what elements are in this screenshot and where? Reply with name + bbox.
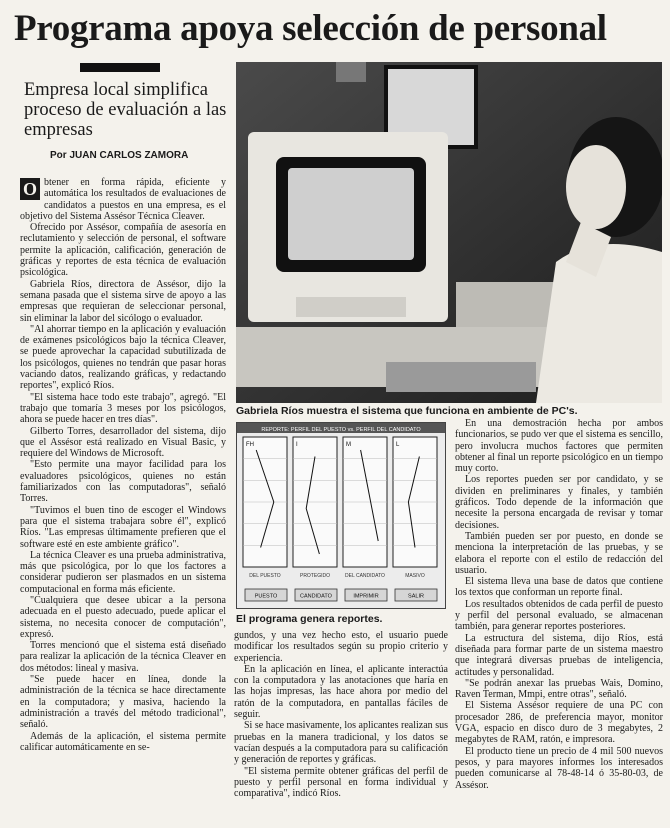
software-screenshot — [236, 422, 446, 609]
section-bar — [80, 63, 160, 72]
paragraph: "Tuvimos el buen tino de escoger el Windows para que el sistema trabajara sobre él", explicó Ríos. "Las empresas últimamente prefieren que el software esté en este ambiente gráfico". — [20, 504, 226, 550]
screen-button-label: CANDIDATO — [300, 593, 332, 600]
paragraph: Los resultados obtenidos de cada perfil de puesto y perfil del personal evaluado, se almacenan también, para generar reportes posteriores. — [455, 598, 663, 633]
report-screen — [237, 423, 445, 608]
paragraph: También pueden ser por puesto, en donde se menciona la interpretación de las pruebas, y se elabora el reporte con el estilo de redacción del usuario. — [455, 530, 663, 576]
paragraph: La técnica Cleaver es una prueba administrativa, más que psicológica, por lo que los factores a considerar pudieron ser plasmados en un sistema computacional en forma más eficiente. — [20, 549, 226, 595]
paragraph: El sistema lleva una base de datos que contiene los textos que conforman un reporte final. — [455, 576, 663, 599]
screen-title: REPORTE: PERFIL DEL PUESTO vs. PERFIL DEL CANDIDATO — [261, 427, 421, 433]
paragraph: Además de la aplicación, el sistema permite calificar automáticamente en se- — [20, 730, 226, 753]
paragraph: "Al ahorrar tiempo en la aplicación y evaluación de exámenes psicológicos bajo la técnica Cleaver, se puede aprovechar la capacidad subutilizada de los psicólogos, quienes no tendrán que pasar horas vaciando datos, realizando gráficas, y redactando reportes", explicó Ríos. — [20, 323, 226, 392]
paragraph: "Se podrán anexar las pruebas Wais, Domino, Raven Terman, Mmpi, entre otras", señaló. — [455, 677, 663, 701]
paragraph: Gilberto Torres, desarrollador del sistema, dijo que el Assésor está realizado en Visual Basic, y requiere del Windows de Microsoft. — [20, 425, 226, 460]
byline: Por JUAN CARLOS ZAMORA — [50, 150, 189, 161]
paragraph: Ofrecido por Assésor, compañía de asesoría en reclutamiento y selección de personal, el software permite la aplicación, calificación, generación de gráficas y reportes de esta técnica de evaluación psicológica. — [20, 222, 226, 279]
column-1 — [20, 177, 226, 822]
paragraph: Los reportes pueden ser por candidato, y se dividen en preliminares y finales, y también gráficos. Todo depende de la información que necesite la persona encargada de revisar y tomar decisiones. — [455, 474, 663, 531]
panel-bottom-label: MASIVO — [405, 573, 425, 579]
paragraph: gundos, y una vez hecho esto, el usuario puede modificar los resultados según su propio criterio y experiencia. — [234, 630, 448, 664]
panel-bottom-label: PROTEGIDO — [299, 573, 331, 579]
screen-button-label: PUESTO — [254, 593, 278, 600]
panel-bottom-label: DEL CANDIDATO — [345, 573, 385, 579]
paragraph: Torres mencionó que el sistema está diseñado para realizar la aplicación de la técnica Cleaver en dos métodos: lineal y masiva. — [20, 640, 226, 674]
paragraph: La estructura del sistema, dijo Ríos, está diseñada para formar parte de un sistema maestro que integrará diversas pruebas de inteligencia, actitudes y personalidad. — [455, 632, 663, 678]
headline: Programa apoya selección de personal — [14, 8, 607, 49]
chart-caption: El programa genera reportes. — [236, 613, 383, 625]
paragraph: "Esto permite una mayor facilidad para los evaluadores psicológicos, quienes no están familiarizados con las computadoras", señaló Torres. — [20, 459, 226, 505]
paragraph: En una demostración hecha por ambos funcionarios, se pudo ver que el sistema es sencillo, pero involucra muchos factores que permiten obtener al final un reporte psicológico en un tiempo muy corto. — [455, 418, 663, 475]
column-3 — [455, 418, 663, 823]
panel-label: FH — [246, 442, 254, 448]
panel-bottom-label: DEL PUESTO — [249, 573, 281, 579]
paragraph: El producto tiene un precio de 4 mil 500 nuevos pesos, y para mayores informes los interesados pueden comunicarse al 78-48-14 ó 35-80-03, de Assésor. — [455, 745, 663, 791]
screen-button-label: IMPRIMIR — [353, 593, 379, 600]
subhead: Empresa local simplifica proceso de evaluación a las empresas — [24, 80, 227, 140]
paragraph: Si se hace masivamente, los aplicantes realizan sus pruebas en la manera tradicional, y los datos se vacían después a la computadora para su calificación y generación de reportes y gráficas. — [234, 720, 448, 766]
paragraph: El Sistema Assésor requiere de una PC con procesador 286, de preferencia mayor, monitor VGA, espacio en disco duro de 3 megabytes, 2 megabytes de RAM, ratón, e impresora. — [455, 700, 663, 746]
paragraph: "El sistema permite obtener gráficas del perfil de puesto y perfil personal en forma individual y comparativa", indicó Ríos. — [234, 765, 448, 800]
paragraph: En la aplicación en línea, el aplicante interactúa con la computadora y las anotaciones que haría en las hojas impresas, las hace ahora por medio del ratón de la computadora, en pantallas fáciles de seguir. — [234, 663, 448, 721]
column-2 — [234, 630, 448, 825]
paragraph: "El sistema hace todo este trabajo", agregó. "El trabajo que tomaría 3 meses por los psicólogos, ahora se puede hacer en tres días". — [20, 391, 226, 426]
panel-label: L — [396, 442, 400, 448]
panel-label: I — [296, 442, 298, 448]
photo-illustration — [236, 62, 662, 403]
paragraph: O btener en forma rápida, eficiente y automática los resultados de evaluaciones de candidatos a puestos en una empresa, es el objetivo del Sistema Assésor Técnica Cleaver. — [20, 177, 226, 222]
photo-woman-at-computer — [236, 62, 662, 403]
photo-caption: Gabriela Ríos muestra el sistema que funciona en ambiente de PC's. — [236, 405, 578, 417]
paragraph: "Cualquiera que desee ubicar a la persona adecuada en el puesto adecuado, puede aplicar el sistema, no necesita conocer de computación", expresó. — [20, 594, 226, 640]
paragraph: "Se puede hacer en línea, donde la administración de la técnica se hace directamente en la computadora; y masiva, haciendo la administración a través del método tradicional", señaló. — [20, 674, 226, 731]
screen-button-label: SALIR — [408, 593, 424, 600]
drop-cap: O — [20, 178, 40, 200]
paragraph: Gabriela Ríos, directora de Assésor, dijo la semana pasada que el sistema sirve de apoyo a las empresas que requieran de seleccionar personal, sin eliminar la labor del sicólogo o evaluador. — [20, 278, 226, 324]
panel-label: M — [346, 442, 351, 448]
